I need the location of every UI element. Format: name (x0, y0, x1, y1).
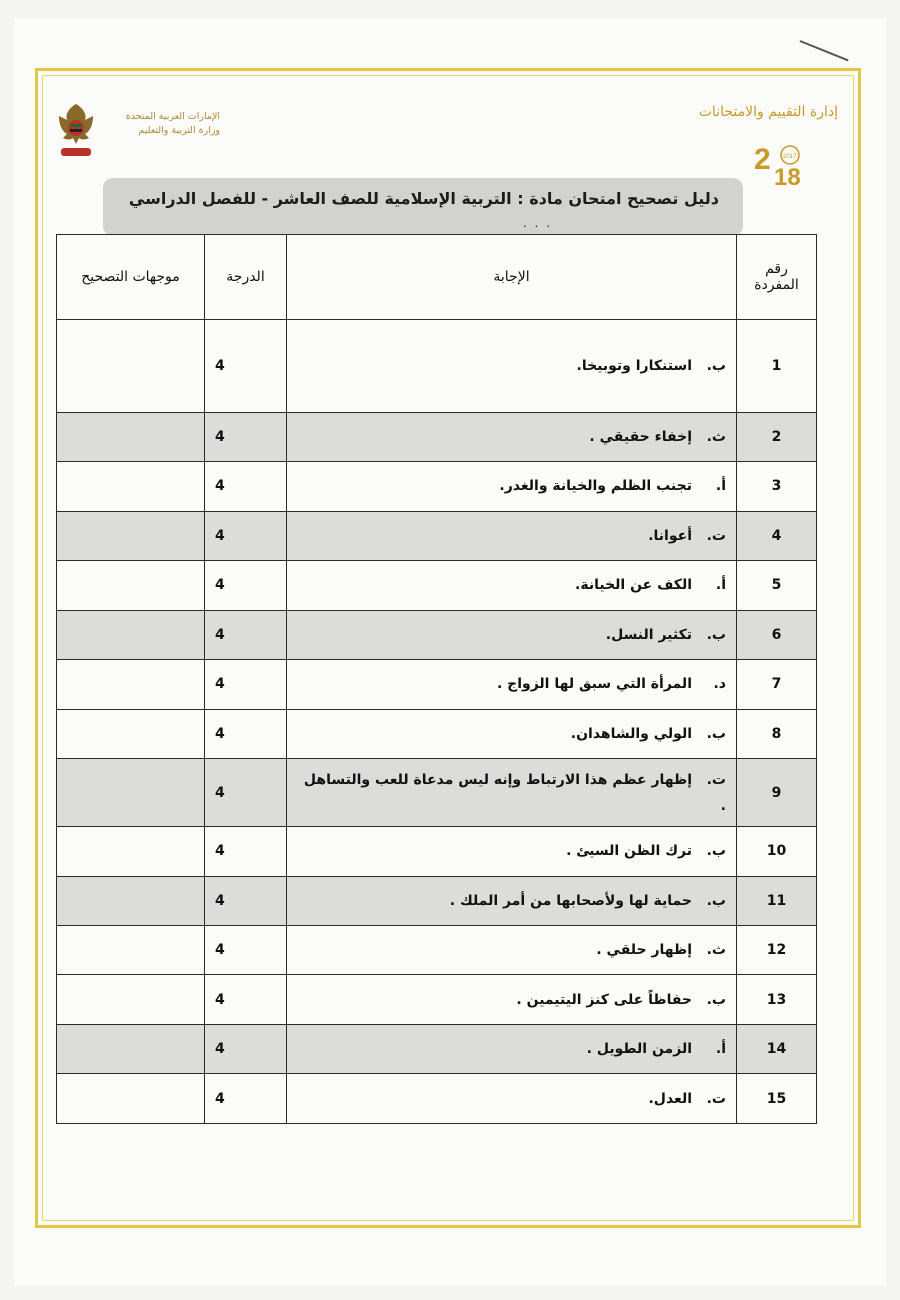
answer-text: تكثير النسل. (605, 626, 692, 643)
answer-letter: أ. (715, 577, 726, 594)
row-grade: 4 (205, 926, 287, 975)
row-number: 9 (737, 759, 817, 827)
ministry-line-1: الإمارات العربية المتحدة (125, 111, 220, 122)
row-number: 2 (737, 412, 817, 461)
row-answer (287, 1074, 737, 1124)
row-grade: 4 (205, 975, 287, 1024)
row-notes (57, 511, 205, 560)
row-answer (287, 561, 737, 610)
row-grade: 4 (205, 1074, 287, 1124)
row-answer (287, 610, 737, 659)
answer-letter: ث. (706, 429, 726, 445)
department-name: إدارة التقييم والامتحانات (698, 104, 838, 120)
row-number: 10 (737, 827, 817, 876)
row-answer (287, 1024, 737, 1073)
answer-text: الكف عن الخيانة. (575, 577, 692, 594)
row-grade: 4 (205, 876, 287, 925)
table-row (57, 610, 817, 659)
answer-letter: ب. (706, 843, 726, 860)
table-row (57, 975, 817, 1024)
uae-emblem-icon (55, 100, 97, 166)
table-row (57, 1074, 817, 1124)
answer-text: حماية لها ولأصحابها من أمر الملك . (449, 892, 692, 909)
anniversary-logo (752, 135, 826, 187)
row-number: 14 (737, 1024, 817, 1073)
row-number: 5 (737, 561, 817, 610)
row-notes (57, 876, 205, 925)
row-number: 3 (737, 462, 817, 511)
anniversary-sub: 18 (774, 164, 801, 187)
table-row (57, 709, 817, 758)
row-answer (287, 926, 737, 975)
table-row (57, 462, 817, 511)
row-number: 13 (737, 975, 817, 1024)
answer-letter: ب. (706, 626, 726, 643)
row-notes (57, 462, 205, 511)
row-notes (57, 759, 205, 827)
row-number: 8 (737, 709, 817, 758)
row-notes (57, 320, 205, 413)
row-answer (287, 827, 737, 876)
document-title: دليل تصحيح امتحان مادة : التربية الإسلامية للصف العاشر - للفصل الدراسي (128, 189, 719, 208)
row-grade: 4 (205, 660, 287, 709)
answer-letter: ب. (706, 991, 726, 1008)
row-number: 4 (737, 511, 817, 560)
row-answer (287, 759, 737, 827)
answer-letter: ت. (706, 1090, 726, 1107)
table-row (57, 320, 817, 413)
ministry-line-2: وزارة التربية والتعليم (138, 125, 220, 136)
anniversary-year: 2017 (783, 154, 797, 160)
row-answer (287, 876, 737, 925)
row-notes (57, 660, 205, 709)
table-row (57, 926, 817, 975)
answer-text: المرأة التي سبق لها الزواج . (496, 676, 692, 693)
answer-text: إظهار عظم هذا الارتباط وإنه ليس مدعاة للعب والتساهل . (303, 771, 726, 814)
table-row (57, 1024, 817, 1073)
row-answer (287, 975, 737, 1024)
answer-text: الزمن الطويل . (586, 1041, 692, 1058)
answer-letter: ت. (706, 527, 726, 544)
row-grade: 4 (205, 561, 287, 610)
answer-key-table (56, 234, 817, 1124)
answer-text: تجنب الظلم والخيانة والغدر. (499, 478, 692, 495)
row-answer (287, 462, 737, 511)
row-notes (57, 561, 205, 610)
row-grade: 4 (205, 827, 287, 876)
table-row (57, 511, 817, 560)
table-header-row (57, 235, 817, 320)
table-row (57, 660, 817, 709)
row-number: 7 (737, 660, 817, 709)
answer-text: إظهار حلقي . (596, 942, 692, 959)
answer-letter: ث. (706, 942, 726, 959)
row-grade: 4 (205, 412, 287, 461)
answer-text: حفاظاً على كنز اليتيمين . (516, 991, 692, 1008)
row-notes (57, 412, 205, 461)
row-number: 6 (737, 610, 817, 659)
header-answer: الإجابة (287, 235, 737, 320)
row-number: 12 (737, 926, 817, 975)
table-row (57, 561, 817, 610)
row-grade: 4 (205, 511, 287, 560)
row-grade: 4 (205, 709, 287, 758)
row-grade: 4 (205, 610, 287, 659)
answer-text: استنكارا وتوبيخا. (576, 357, 692, 374)
row-notes (57, 709, 205, 758)
header-notes: موجهات التصحيح (57, 235, 205, 320)
row-notes (57, 1024, 205, 1073)
row-answer (287, 412, 737, 461)
row-notes (57, 926, 205, 975)
table-row (57, 759, 817, 827)
answer-text: إخفاء حقيقي . (589, 429, 692, 445)
header-number: رقم المفردة (737, 235, 817, 320)
answer-letter: أ. (715, 1041, 726, 1058)
answer-letter: ت. (706, 771, 726, 788)
answer-letter: ب. (706, 357, 726, 374)
row-grade: 4 (205, 759, 287, 827)
answer-text: أعوانا. (648, 527, 692, 544)
answer-text: ترك الظن السيئ . (566, 843, 692, 860)
answer-letter: ب. (706, 892, 726, 909)
anniversary-main: 2 (754, 143, 771, 176)
row-notes (57, 975, 205, 1024)
row-answer (287, 320, 737, 413)
row-notes (57, 610, 205, 659)
row-grade: 4 (205, 462, 287, 511)
row-number: 11 (737, 876, 817, 925)
answer-letter: ب. (706, 725, 726, 742)
table-row (57, 412, 817, 461)
row-answer (287, 660, 737, 709)
row-number: 15 (737, 1074, 817, 1124)
table-row (57, 827, 817, 876)
row-answer (287, 709, 737, 758)
table-row (57, 876, 817, 925)
row-answer (287, 511, 737, 560)
title-banner (103, 178, 743, 236)
answer-letter: أ. (715, 478, 726, 495)
answer-text: العدل. (648, 1090, 692, 1107)
header-grade: الدرجة (205, 235, 287, 320)
row-number: 1 (737, 320, 817, 413)
row-grade: 4 (205, 320, 287, 413)
ministry-name (100, 110, 220, 138)
title-dots: . . . (523, 216, 553, 230)
row-grade: 4 (205, 1024, 287, 1073)
row-notes (57, 1074, 205, 1124)
answer-text: الولي والشاهدان. (570, 725, 692, 742)
answer-letter: د. (713, 676, 726, 693)
row-notes (57, 827, 205, 876)
